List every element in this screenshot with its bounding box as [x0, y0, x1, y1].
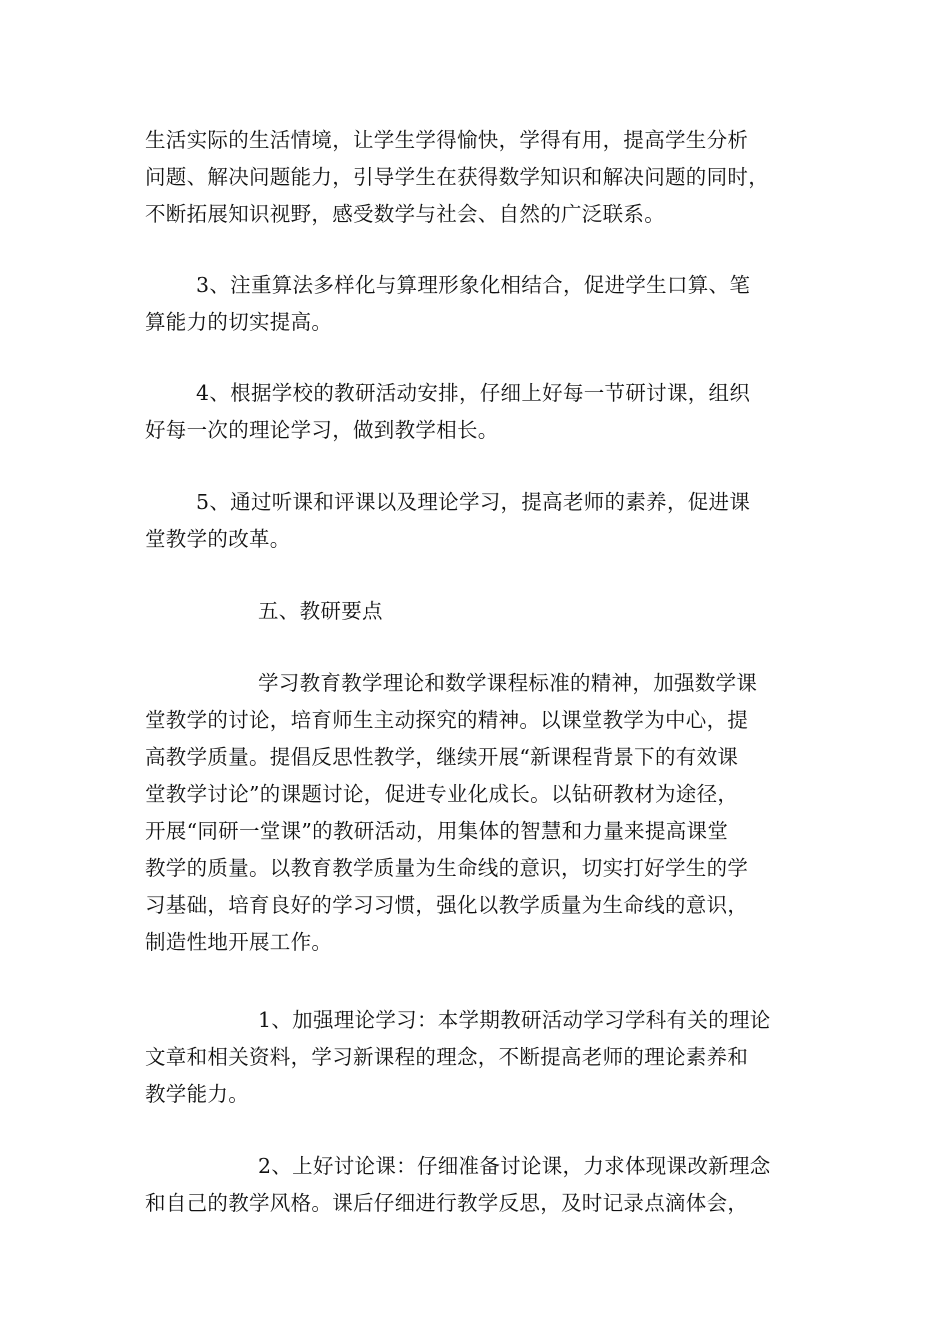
- text-line: 堂教学的改革。: [145, 527, 291, 551]
- text-line: 生活实际的生活情境，让学生学得愉快，学得有用，提高学生分析: [145, 128, 749, 152]
- text-line: 堂教学的讨论，培育师生主动探究的精神。以课堂教学为中心，提: [145, 708, 749, 732]
- text-line: 学习教育教学理论和数学课程标准的精神，加强数学课: [258, 671, 758, 695]
- section-title: 五、教研要点: [258, 599, 383, 623]
- text-line: 教学能力。: [145, 1082, 249, 1106]
- text-line: 高教学质量。提倡反思性教学，继续开展“新课程背景下的有效课: [145, 745, 739, 769]
- text-line: 开展“同研一堂课”的教研活动，用集体的智慧和力量来提高课堂: [145, 819, 729, 843]
- text-line: 5、通过听课和评课以及理论学习，提高老师的素养，促进课: [196, 490, 751, 514]
- text-line: 文章和相关资料，学习新课程的理念，不断提高老师的理论素养和: [145, 1045, 749, 1069]
- text-line: 4、根据学校的教研活动安排，仔细上好每一节研讨课，组织: [196, 381, 751, 405]
- text-line: 算能力的切实提高。: [145, 310, 333, 334]
- text-line: 教学的质量。以教育教学质量为生命线的意识，切实打好学生的学: [145, 856, 749, 880]
- text-line: 制造性地开展工作。: [145, 930, 333, 954]
- text-line: 和自己的教学风格。课后仔细进行教学反思，及时记录点滴体会，: [145, 1191, 749, 1215]
- text-line: 习基础，培育良好的学习习惯，强化以教学质量为生命线的意识，: [145, 893, 749, 917]
- text-line: 3、注重算法多样化与算理形象化相结合，促进学生口算、笔: [196, 273, 751, 297]
- text-line: 好每一次的理论学习，做到教学相长。: [145, 418, 499, 442]
- text-line: 不断拓展知识视野，感受数学与社会、自然的广泛联系。: [145, 202, 665, 226]
- text-line: 堂教学讨论”的课题讨论，促进专业化成长。以钻研教材为途径，: [145, 782, 739, 806]
- text-line: 问题、解决问题能力，引导学生在获得数学知识和解决问题的同时，: [145, 165, 769, 189]
- text-line: 1、加强理论学习：本学期教研活动学习学科有关的理论: [258, 1008, 771, 1032]
- text-line: 2、上好讨论课：仔细准备讨论课，力求体现课改新理念: [258, 1154, 771, 1178]
